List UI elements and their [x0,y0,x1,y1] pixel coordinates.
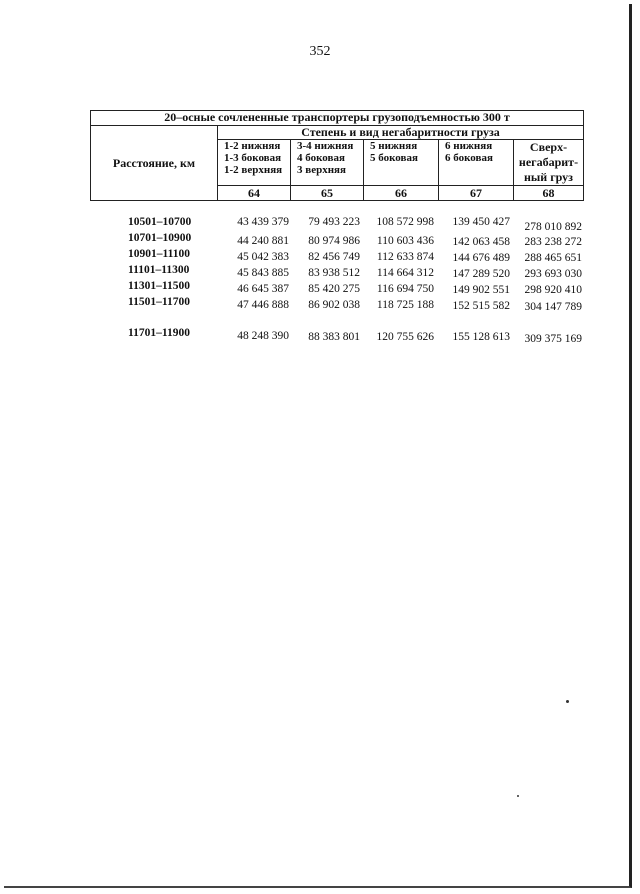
value-cell: 149 902 551 [452,284,510,296]
value-cell: 79 493 223 [308,216,360,228]
oversize-line: Сверх- [529,140,568,154]
table-header [90,110,584,201]
column-number: 67 [439,186,514,201]
value-cell: 43 439 379 [237,216,289,228]
value-cell: 118 725 188 [376,299,434,311]
value-cell: 46 645 387 [237,283,289,295]
value-cell: 283 238 272 [524,236,582,248]
scan-speck [517,795,519,797]
column-number: 64 [218,186,291,201]
table-row [0,296,640,312]
value-cell: 45 843 885 [237,267,289,279]
value-cell: 80 974 986 [308,235,360,247]
value-cell: 147 289 520 [452,268,510,280]
value-cell: 278 010 892 [524,221,582,233]
value-cell: 155 128 613 [452,331,510,343]
value-cell: 309 375 169 [524,333,582,345]
subcolumn-line: 5 нижняя [370,140,418,152]
value-cell: 298 920 410 [524,284,582,296]
value-cell: 86 902 038 [308,299,360,311]
value-cell: 47 446 888 [237,299,289,311]
value-cell: 288 465 651 [524,252,582,264]
subcolumn-header [364,140,439,186]
column-number: 66 [364,186,439,201]
distance-cell: 10901–11100 [128,248,190,260]
value-cell: 144 676 489 [452,252,510,264]
subcolumn-header [439,140,514,186]
value-cell: 48 248 390 [237,330,289,342]
table-row [0,280,640,296]
subcolumn-line: 4 боковая [297,152,345,164]
subcolumn-line: 6 боковая [445,152,493,164]
distance-cell: 11301–11500 [128,280,190,292]
subcolumn-line: 3-4 нижняя [297,140,354,152]
distance-cell: 10501–10700 [128,216,192,228]
distance-cell: 10701–10900 [128,232,192,244]
value-cell: 82 456 749 [308,251,360,263]
value-cell: 139 450 427 [452,216,510,228]
distance-cell: 11501–11700 [128,296,190,308]
group-header: Степень и вид негабаритности груза [218,126,584,140]
table-row [0,232,640,248]
subcolumn-line: 3 верхняя [297,164,346,176]
oversize-line: ный груз [524,170,573,184]
distance-cell: 11101–11300 [128,264,190,276]
value-cell: 116 694 750 [376,283,434,295]
value-cell: 152 515 582 [452,300,510,312]
value-cell: 142 063 458 [452,236,510,248]
value-cell: 120 755 626 [376,331,434,343]
table-row [0,248,640,264]
value-cell: 304 147 789 [524,301,582,313]
oversize-header [514,140,584,186]
distance-cell: 11701–11900 [128,327,190,339]
distance-header: Расстояние, км [91,126,218,201]
subcolumn-header [218,140,291,186]
subcolumn-line: 1-3 боковая [224,152,282,164]
subcolumn-line: 5 боковая [370,152,418,164]
scan-speck [566,700,569,703]
column-number: 65 [291,186,364,201]
table-row [0,216,640,232]
oversize-line: негабарит- [518,155,579,169]
value-cell: 110 603 436 [376,235,434,247]
table-row [0,327,640,343]
value-cell: 45 042 383 [237,251,289,263]
page-number: 352 [309,44,331,59]
table-row [0,264,640,280]
value-cell: 88 383 801 [308,331,360,343]
value-cell: 108 572 998 [376,216,434,228]
column-number: 68 [514,186,584,201]
value-cell: 83 938 512 [308,267,360,279]
value-cell: 114 664 312 [376,267,434,279]
subcolumn-header [291,140,364,186]
value-cell: 293 693 030 [524,268,582,280]
value-cell: 44 240 881 [237,235,289,247]
subcolumn-line: 6 нижняя [445,140,493,152]
subcolumn-line: 1-2 верхняя [224,164,283,176]
value-cell: 85 420 275 [308,283,360,295]
value-cell: 112 633 874 [376,251,434,263]
subcolumn-line: 1-2 нижняя [224,140,281,152]
table-title: 20–осные сочлененные транспортеры грузоподъемностью 300 т [91,111,584,126]
